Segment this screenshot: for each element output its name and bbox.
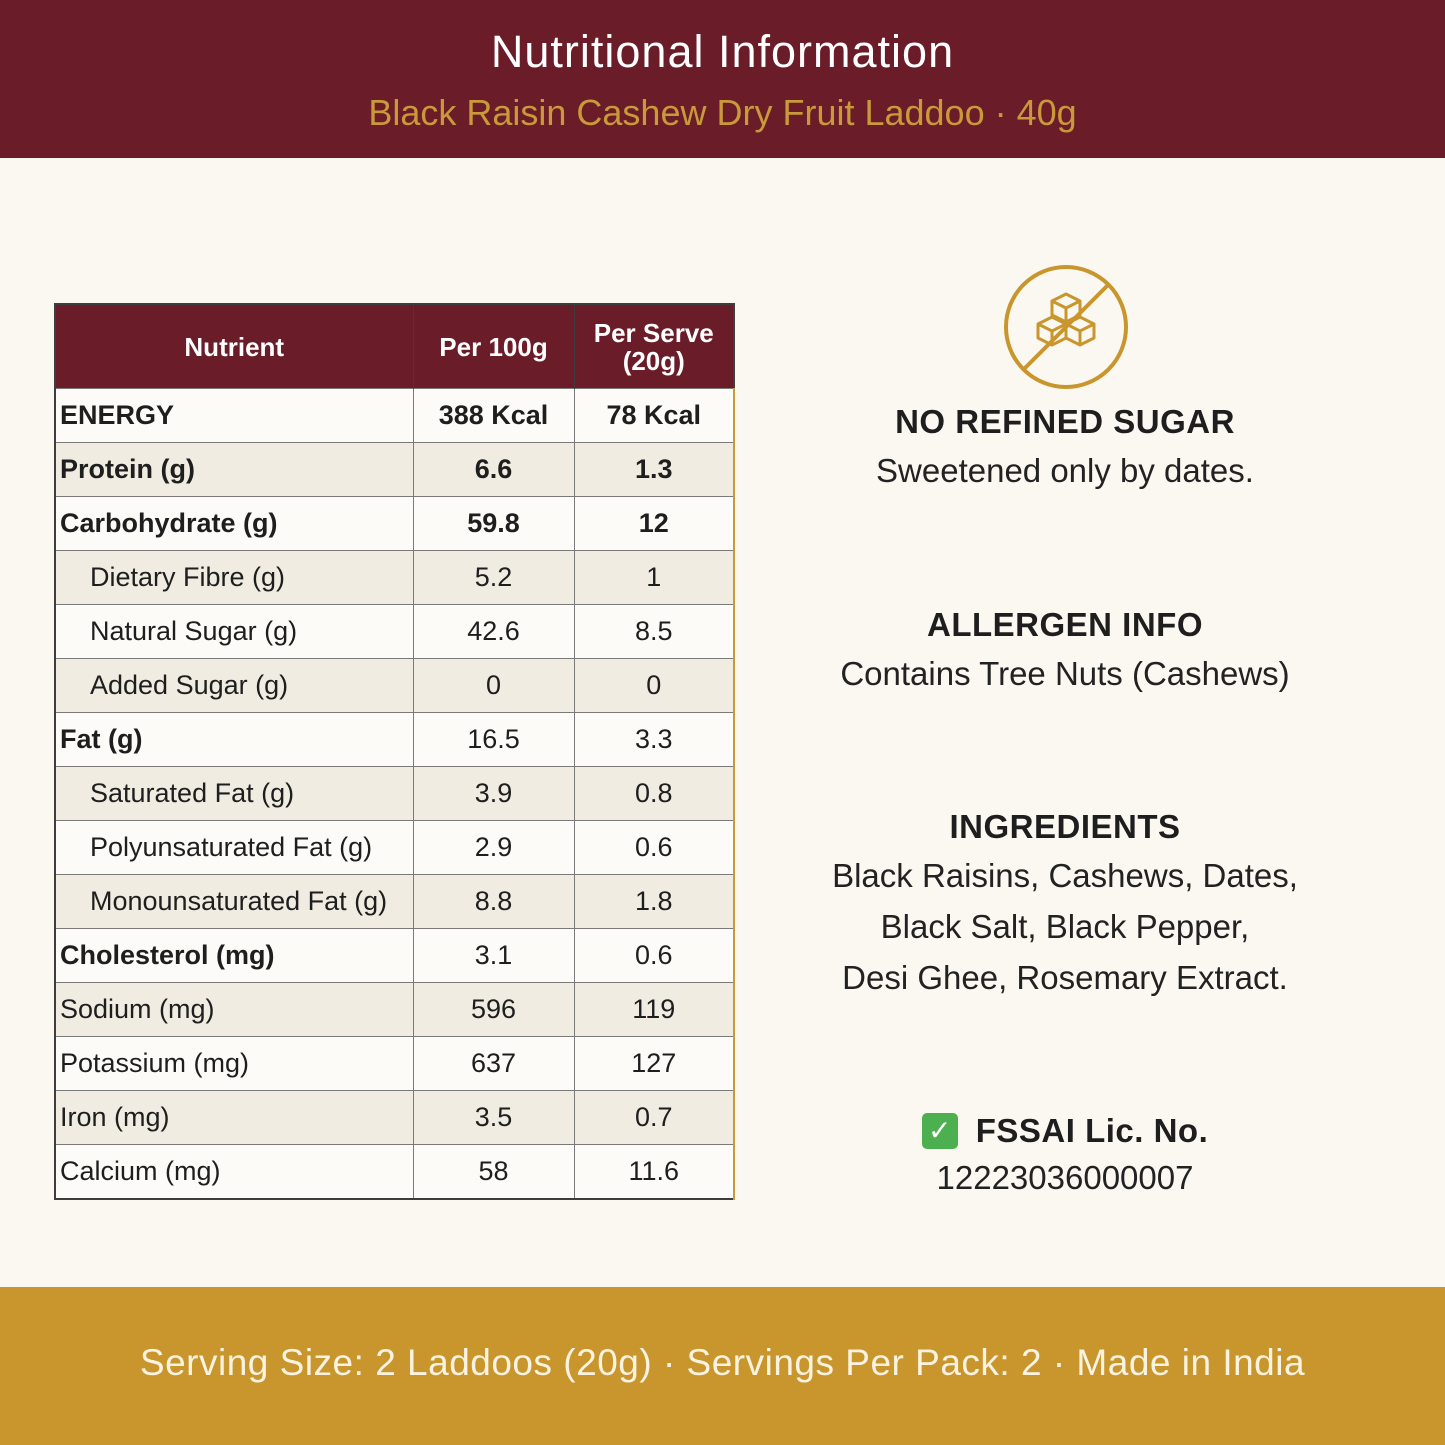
nutrient-name: Calcium (mg) [55, 1145, 413, 1200]
table-header-row [55, 304, 734, 389]
no-refined-sugar-text: Sweetened only by dates. [876, 452, 1254, 489]
no-sugar-cubes-icon [1001, 262, 1131, 392]
ingredients-section [800, 808, 1330, 1003]
ingredients-line-3: Desi Ghee, Rosemary Extract. [842, 959, 1288, 996]
value-per-100g: 637 [413, 1037, 574, 1091]
nutrition-table-container [54, 303, 735, 1200]
value-per-100g: 388 Kcal [413, 389, 574, 443]
nutrient-name: Polyunsaturated Fat (g) [55, 821, 413, 875]
fssai-label: FSSAI Lic. No. [975, 1112, 1209, 1149]
value-per-serve: 8.5 [574, 605, 734, 659]
no-refined-sugar-heading: NO REFINED SUGAR [895, 403, 1235, 440]
header-banner [0, 0, 1445, 158]
value-per-100g: 5.2 [413, 551, 574, 605]
footer-text: Serving Size: 2 Laddoos (20g) · Servings Per Pack: 2 · Made in India [139, 1342, 1306, 1383]
nutrient-name: ENERGY [55, 389, 413, 443]
ingredients-line-1: Black Raisins, Cashews, Dates, [832, 857, 1298, 894]
value-per-serve: 0 [574, 659, 734, 713]
nutrient-name: Saturated Fat (g) [55, 767, 413, 821]
fssai-section [800, 1112, 1330, 1203]
value-per-serve: 119 [574, 983, 734, 1037]
value-per-100g: 3.5 [413, 1091, 574, 1145]
table-row [55, 605, 734, 659]
column-header-nutrient: Nutrient [55, 304, 413, 389]
value-per-serve: 1.8 [574, 875, 734, 929]
table-row [55, 389, 734, 443]
nutrition-table-body [55, 389, 734, 1200]
value-per-serve: 11.6 [574, 1145, 734, 1200]
nutrient-name: Monounsaturated Fat (g) [55, 875, 413, 929]
nutrient-name: Iron (mg) [55, 1091, 413, 1145]
table-row [55, 821, 734, 875]
value-per-serve: 0.7 [574, 1091, 734, 1145]
product-subtitle: Black Raisin Cashew Dry Fruit Laddoo · 40g [368, 92, 1077, 133]
column-header-per-100g: Per 100g [413, 304, 574, 389]
value-per-100g: 42.6 [413, 605, 574, 659]
value-per-100g: 16.5 [413, 713, 574, 767]
value-per-100g: 596 [413, 983, 574, 1037]
table-row [55, 659, 734, 713]
nutrition-table [54, 303, 735, 1200]
value-per-100g: 0 [413, 659, 574, 713]
table-row [55, 551, 734, 605]
no-refined-sugar-section [800, 403, 1330, 496]
table-row [55, 875, 734, 929]
page-title: Nutritional Information [490, 26, 955, 77]
table-row [55, 497, 734, 551]
value-per-serve: 127 [574, 1037, 734, 1091]
nutrient-name: Potassium (mg) [55, 1037, 413, 1091]
per-serve-size: (20g) [622, 345, 685, 376]
nutrient-name: Protein (g) [55, 443, 413, 497]
table-row [55, 1145, 734, 1200]
ingredients-heading: INGREDIENTS [949, 808, 1181, 845]
nutrient-name: Natural Sugar (g) [55, 605, 413, 659]
value-per-100g: 3.1 [413, 929, 574, 983]
value-per-serve: 78 Kcal [574, 389, 734, 443]
nutrient-name: Dietary Fibre (g) [55, 551, 413, 605]
value-per-100g: 6.6 [413, 443, 574, 497]
column-header-per-serve [574, 304, 734, 389]
value-per-serve: 1.3 [574, 443, 734, 497]
check-icon: ✓ [922, 1113, 958, 1149]
value-per-100g: 8.8 [413, 875, 574, 929]
nutrient-name: Carbohydrate (g) [55, 497, 413, 551]
fssai-number: 12223036000007 [936, 1159, 1194, 1196]
table-row [55, 767, 734, 821]
allergen-text: Contains Tree Nuts (Cashews) [840, 655, 1290, 692]
value-per-100g: 59.8 [413, 497, 574, 551]
nutrient-name: Sodium (mg) [55, 983, 413, 1037]
ingredients-line-2: Black Salt, Black Pepper, [880, 908, 1250, 945]
allergen-section [800, 606, 1330, 699]
value-per-serve: 0.6 [574, 821, 734, 875]
value-per-serve: 0.8 [574, 767, 734, 821]
nutrient-name: Fat (g) [55, 713, 413, 767]
value-per-100g: 58 [413, 1145, 574, 1200]
value-per-serve: 1 [574, 551, 734, 605]
value-per-serve: 12 [574, 497, 734, 551]
table-row [55, 1091, 734, 1145]
value-per-100g: 2.9 [413, 821, 574, 875]
per-serve-label: Per Serve [593, 317, 714, 348]
nutrient-name: Added Sugar (g) [55, 659, 413, 713]
allergen-heading: ALLERGEN INFO [927, 606, 1203, 643]
table-row [55, 443, 734, 497]
value-per-serve: 0.6 [574, 929, 734, 983]
table-row [55, 1037, 734, 1091]
table-row [55, 929, 734, 983]
value-per-serve: 3.3 [574, 713, 734, 767]
fssai-label-row [800, 1112, 1330, 1150]
value-per-100g: 3.9 [413, 767, 574, 821]
footer-banner [0, 1287, 1445, 1445]
table-row [55, 983, 734, 1037]
table-row [55, 713, 734, 767]
nutrient-name: Cholesterol (mg) [55, 929, 413, 983]
